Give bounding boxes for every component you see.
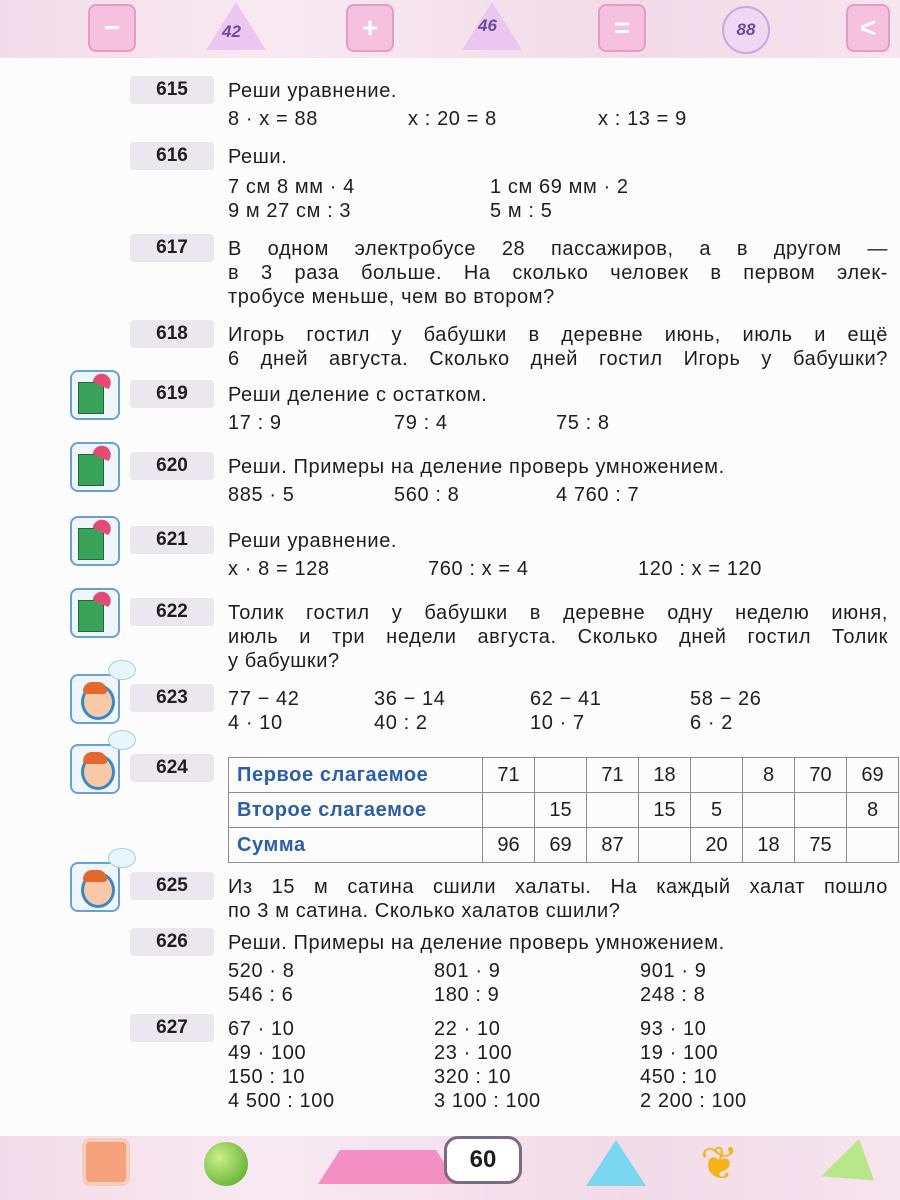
expression: 67 · 10: [228, 1018, 295, 1040]
expression: 4 760 : 7: [556, 484, 640, 506]
apple-icon: [204, 1142, 248, 1186]
task-number: 616: [130, 142, 214, 170]
expression: 58 − 26: [690, 688, 762, 710]
expression: 23 · 100: [434, 1042, 513, 1064]
expression: 450 : 10: [640, 1066, 718, 1088]
expression: 560 : 8: [394, 484, 460, 506]
expression: x : 13 = 9: [598, 108, 687, 130]
table-cell: 70: [795, 758, 847, 793]
task-instruction: Реши уравнение.: [228, 530, 398, 552]
expression: 75 : 8: [556, 412, 610, 434]
plus-icon: +: [346, 4, 394, 52]
expression: 5 м : 5: [490, 200, 553, 222]
header-number-42: 42: [222, 22, 241, 41]
task-instruction: Реши. Примеры на деление проверь умножением.: [228, 932, 725, 954]
expression: 77 − 42: [228, 688, 300, 710]
expression: 4 500 : 100: [228, 1090, 335, 1112]
table-cell: 8: [847, 793, 899, 828]
expression: 2 200 : 100: [640, 1090, 747, 1112]
expression: 901 · 9: [640, 960, 707, 982]
table-cell: 15: [535, 793, 587, 828]
task-number: 622: [130, 598, 214, 626]
task-number: 624: [130, 754, 214, 782]
child-headphones-icon: [70, 744, 120, 794]
table-cell: [587, 793, 639, 828]
expression: 36 − 14: [374, 688, 446, 710]
table-cell: [691, 758, 743, 793]
table-cell: 96: [483, 828, 535, 863]
task-number: 620: [130, 452, 214, 480]
expression: x : 20 = 8: [408, 108, 497, 130]
expression: 8 · x = 88: [228, 108, 318, 130]
table-cell: [847, 828, 899, 863]
table-cell: [743, 793, 795, 828]
task-number: 618: [130, 320, 214, 348]
table-cell: 75: [795, 828, 847, 863]
desk-lamp-book-icon: [70, 588, 120, 638]
expression: 320 : 10: [434, 1066, 512, 1088]
task-number: 627: [130, 1014, 214, 1042]
table-row: [229, 758, 899, 793]
expression: 93 · 10: [640, 1018, 707, 1040]
expression: 79 : 4: [394, 412, 448, 434]
task-number: 626: [130, 928, 214, 956]
table-cell: [795, 793, 847, 828]
expression: 19 · 100: [640, 1042, 719, 1064]
row-header: Сумма: [229, 828, 483, 863]
task-instruction: Реши деление с остатком.: [228, 384, 488, 406]
task-instruction: Реши уравнение.: [228, 80, 398, 102]
child-headphones-icon: [70, 862, 120, 912]
problem-text-line: Толик гостил у бабушки в деревне одну неделю июня,: [228, 602, 888, 624]
expression: 7 см 8 мм · 4: [228, 176, 355, 198]
problem-text-line: у бабушки?: [228, 650, 340, 672]
expression: 180 : 9: [434, 984, 500, 1006]
table-cell: [535, 758, 587, 793]
expression: 4 · 10: [228, 712, 283, 734]
task-number: 623: [130, 684, 214, 712]
square-shape: [86, 1142, 126, 1182]
row-header: Первое слагаемое: [229, 758, 483, 793]
task-instruction: Реши.: [228, 146, 288, 168]
problem-text-line: 6 дней августа. Сколько дней гостил Игорь у бабушки?: [228, 348, 888, 370]
table-cell: 69: [535, 828, 587, 863]
expression: 150 : 10: [228, 1066, 306, 1088]
minus-icon: −: [88, 4, 136, 52]
problem-text-line: тробусе меньше, чем во втором?: [228, 286, 555, 308]
task-instruction: Реши. Примеры на деление проверь умножением.: [228, 456, 725, 478]
expression: 801 · 9: [434, 960, 501, 982]
trapezoid-shape: [318, 1150, 458, 1184]
table-cell: 71: [483, 758, 535, 793]
task-number: 619: [130, 380, 214, 408]
problem-text-line: Из 15 м сатина сшили халаты. На каждый халат пошло: [228, 876, 888, 898]
table-row: [229, 793, 899, 828]
expression: 22 · 10: [434, 1018, 501, 1040]
table-cell: 15: [639, 793, 691, 828]
task-number: 621: [130, 526, 214, 554]
table-cell: 18: [743, 828, 795, 863]
problem-text-line: по 3 м сатина. Сколько халатов сшили?: [228, 900, 621, 922]
table-cell: 87: [587, 828, 639, 863]
problem-text-line: в 3 раза больше. На сколько человек в первом элек-: [228, 262, 888, 284]
expression: 1 см 69 мм · 2: [490, 176, 629, 198]
header-number-88: 88: [736, 20, 756, 39]
expression: 885 · 5: [228, 484, 295, 506]
circle-shape: [722, 6, 770, 54]
header-number-46: 46: [478, 16, 497, 35]
problem-text-line: Игорь гостил у бабушки в деревне июнь, июль и ещё: [228, 324, 888, 346]
table-cell: 69: [847, 758, 899, 793]
addends-sum-table: [228, 757, 899, 863]
expression: 520 · 8: [228, 960, 295, 982]
table-cell: 8: [743, 758, 795, 793]
table-cell: [483, 793, 535, 828]
desk-lamp-book-icon: [70, 442, 120, 492]
expression: 40 : 2: [374, 712, 428, 734]
table-cell: 71: [587, 758, 639, 793]
expression: 3 100 : 100: [434, 1090, 541, 1112]
problem-text-line: В одном электробусе 28 пассажиров, а в другом —: [228, 238, 888, 260]
task-number: 615: [130, 76, 214, 104]
table-cell: 20: [691, 828, 743, 863]
table-cell: 5: [691, 793, 743, 828]
row-header: Второе слагаемое: [229, 793, 483, 828]
table-row: [229, 828, 899, 863]
table-cell: [639, 828, 691, 863]
task-number: 617: [130, 234, 214, 262]
triangle-shape: [586, 1140, 646, 1186]
less-than-icon: <: [846, 4, 890, 52]
equals-icon: =: [598, 4, 646, 52]
expression: 17 : 9: [228, 412, 282, 434]
table-cell: 18: [639, 758, 691, 793]
page-number: 60: [444, 1136, 522, 1184]
child-headphones-icon: [70, 674, 120, 724]
expression: 6 · 2: [690, 712, 734, 734]
expression: 10 · 7: [530, 712, 585, 734]
desk-lamp-book-icon: [70, 370, 120, 420]
task-number: 625: [130, 872, 214, 900]
expression: 9 м 27 см : 3: [228, 200, 352, 222]
expression: x · 8 = 128: [228, 558, 330, 580]
expression: 546 : 6: [228, 984, 294, 1006]
butterfly-icon: ❦: [700, 1137, 739, 1189]
expression: 62 − 41: [530, 688, 602, 710]
expression: 248 : 8: [640, 984, 706, 1006]
expression: 760 : x = 4: [428, 558, 529, 580]
problem-text-line: июль и три недели августа. Сколько дней гостил Толик: [228, 626, 888, 648]
expression: 120 : x = 120: [638, 558, 763, 580]
expression: 49 · 100: [228, 1042, 307, 1064]
desk-lamp-book-icon: [70, 516, 120, 566]
